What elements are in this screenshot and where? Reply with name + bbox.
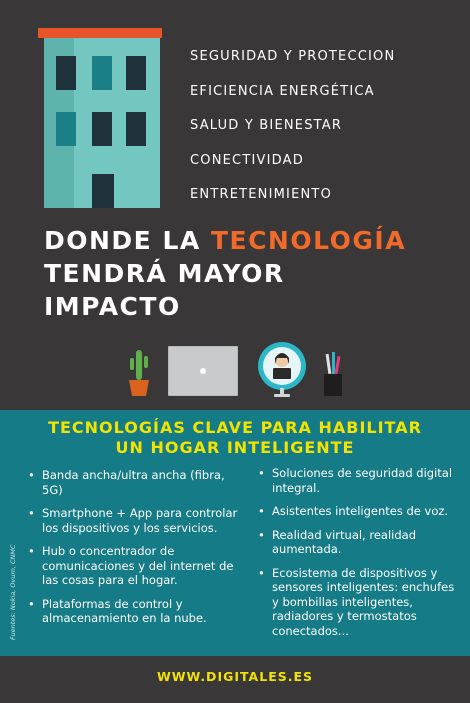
- window: [92, 56, 112, 90]
- window: [92, 112, 112, 146]
- window: [126, 112, 146, 146]
- footer-url[interactable]: WWW.DIGITALES.ES: [156, 669, 314, 684]
- list-item: • Smartphone + App para controlar los dispositivos y los servicios.: [28, 506, 238, 535]
- building-roof: [38, 28, 162, 38]
- panel-title-line2: UN HOGAR INTELIGENTE: [115, 438, 355, 457]
- list-item: • Plataformas de control y almacenamiento en la nube.: [28, 597, 238, 626]
- feature-item: CONECTIVIDAD: [190, 152, 304, 168]
- technologies-list-right: [258, 466, 458, 647]
- building-door: [92, 174, 114, 208]
- feature-item: ENTRETENIMIENTO: [190, 187, 333, 202]
- technologies-list-left: [28, 468, 238, 635]
- panel-title-line1: TECNOLOGÍAS CLAVE PARA HABILITAR: [48, 418, 422, 437]
- panel-title: [20, 418, 450, 458]
- list-item: • Banda ancha/ultra ancha (fibra, 5G): [28, 468, 238, 497]
- headline-accent: TECNOLOGÍA: [210, 226, 407, 255]
- building-icon: [44, 28, 160, 208]
- headline-line2: TENDRÁ MAYOR: [44, 259, 285, 288]
- list-item: • Soluciones de seguridad digital integral.: [258, 466, 458, 495]
- feature-item: SALUD Y BIENESTAR: [190, 118, 343, 133]
- headline: [44, 224, 464, 323]
- window: [56, 112, 76, 146]
- person-with-laptop-icon: [256, 340, 308, 398]
- feature-item: EFICIENCIA ENERGÉTICA: [190, 83, 375, 99]
- list-item: • Asistentes inteligentes de voz.: [258, 504, 458, 519]
- features-list: [190, 48, 395, 221]
- pen-holder-icon: [322, 350, 344, 396]
- feature-item: SEGURIDAD Y PROTECCION: [190, 49, 396, 64]
- headline-prefix: DONDE LA: [44, 226, 211, 255]
- list-item: • Ecosistema de dispositivos y sensores inteligentes: enchufes y bombillas inteligentes, radiadores y termostatos conectados...: [258, 566, 458, 639]
- list-item: • Hub o concentrador de comunicaciones y del internet de las cosas para el hogar.: [28, 544, 238, 588]
- cactus-icon: [128, 346, 150, 396]
- list-item: • Realidad virtual, realidad aumentada.: [258, 528, 458, 557]
- headline-line3: IMPACTO: [44, 292, 181, 321]
- sources-note: Fuentes: Nokia, Ovum, CNMC: [9, 544, 17, 640]
- window: [126, 56, 146, 90]
- headline-line1: [44, 224, 464, 257]
- window: [56, 56, 76, 90]
- laptop-icon: [168, 346, 238, 396]
